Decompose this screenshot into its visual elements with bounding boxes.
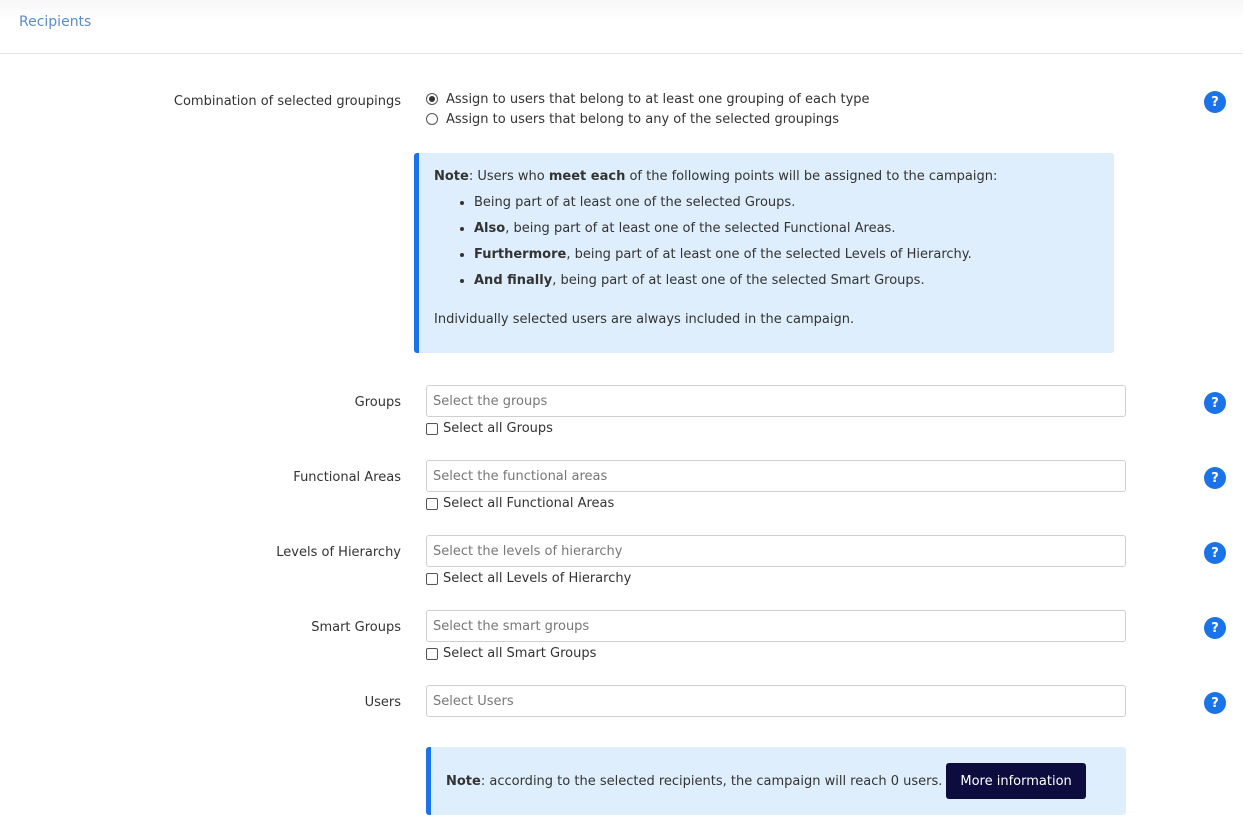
levels-of-hierarchy-label: Levels of Hierarchy (276, 545, 401, 560)
checkbox-label: Select all Smart Groups (443, 646, 597, 661)
select-all-levels[interactable] (426, 571, 631, 586)
help-icon[interactable]: ? (1204, 617, 1226, 639)
recipients-tab[interactable]: Recipients (19, 14, 92, 30)
list-item: • Furthermore, being part of at least one of the selected Levels of Hierarchy. (474, 246, 1099, 264)
reach-note (426, 747, 1126, 815)
note-points-list (474, 194, 1099, 290)
radio-option-label: Assign to users that belong to at least one grouping of each type (446, 91, 870, 107)
users-select-input[interactable] (426, 685, 1126, 717)
note-label: Note (446, 773, 481, 789)
list-item: • Being part of at least one of the selected Groups. (474, 194, 1099, 212)
select-all-functional-areas[interactable] (426, 496, 614, 511)
more-information-button[interactable]: More information (946, 763, 1085, 799)
note-footer: Individually selected users are always included in the campaign. (434, 312, 855, 327)
functional-areas-label: Functional Areas (293, 470, 401, 485)
groups-label: Groups (354, 395, 401, 410)
reach-text: : according to the selected recipients, the campaign will reach 0 users. (480, 773, 943, 789)
select-all-groups-checkbox[interactable] (426, 423, 438, 435)
help-icon[interactable]: ? (1204, 542, 1226, 564)
info-note (414, 153, 1114, 353)
help-icon[interactable]: ? (1204, 392, 1226, 414)
note-label: Note (434, 169, 469, 184)
radio-option-label: Assign to users that belong to any of the selected groupings (446, 111, 840, 127)
radio-option-each-type[interactable] (426, 90, 870, 108)
smart-groups-label: Smart Groups (311, 620, 401, 635)
groups-select-input[interactable] (426, 385, 1126, 417)
radio-button-checked[interactable] (426, 93, 438, 105)
checkbox-label: Select all Groups (443, 421, 553, 436)
levels-of-hierarchy-select-input[interactable] (426, 535, 1126, 567)
combination-label: Combination of selected groupings (173, 94, 401, 109)
functional-areas-select-input[interactable] (426, 460, 1126, 492)
select-all-functional-areas-checkbox[interactable] (426, 498, 438, 510)
list-item: • Also, being part of at least one of the selected Functional Areas. (474, 220, 1099, 238)
help-icon[interactable]: ? (1204, 91, 1226, 113)
list-item: • And finally, being part of at least one of the selected Smart Groups. (474, 272, 1099, 290)
select-all-smart-groups-checkbox[interactable] (426, 648, 438, 660)
help-icon[interactable]: ? (1204, 467, 1226, 489)
radio-button[interactable] (426, 113, 438, 125)
checkbox-label: Select all Levels of Hierarchy (443, 571, 632, 586)
checkbox-label: Select all Functional Areas (443, 496, 615, 511)
select-all-groups[interactable] (426, 421, 553, 436)
select-all-levels-checkbox[interactable] (426, 573, 438, 585)
section-header (0, 0, 1243, 54)
note-intro: Note: Users who meet each of the following points will be assigned to the campaign: (434, 169, 998, 184)
radio-option-any[interactable] (426, 110, 839, 128)
select-all-smart-groups[interactable] (426, 646, 596, 661)
help-icon[interactable]: ? (1204, 692, 1226, 714)
smart-groups-select-input[interactable] (426, 610, 1126, 642)
users-label: Users (364, 695, 401, 710)
